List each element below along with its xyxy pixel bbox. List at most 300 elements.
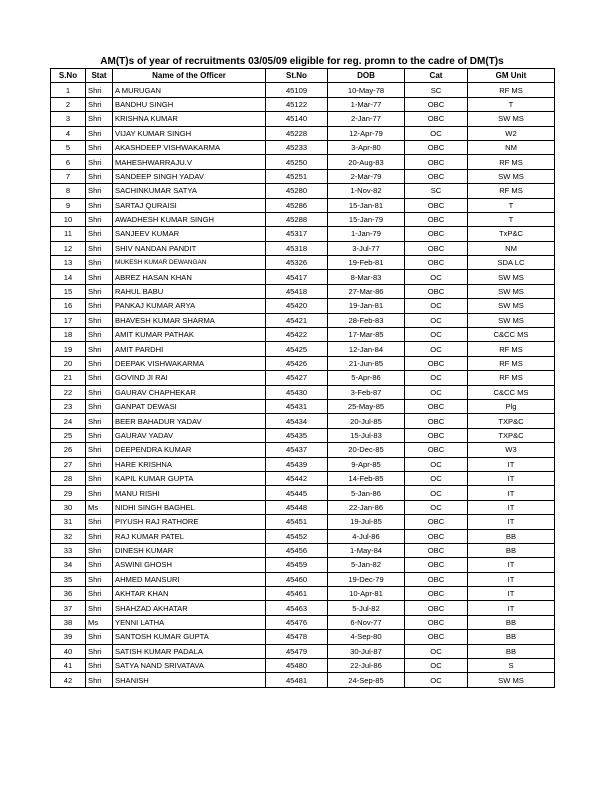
cell-stat: Shri bbox=[86, 299, 113, 313]
table-row bbox=[51, 457, 555, 471]
table-row bbox=[51, 227, 555, 241]
cell-gm-unit: NM bbox=[468, 241, 555, 255]
table-row bbox=[51, 313, 555, 327]
cell-stat: Shri bbox=[86, 471, 113, 485]
cell-dob: 1-May-84 bbox=[328, 543, 405, 557]
cell-cat: OBC bbox=[405, 241, 468, 255]
cell-name: SANDEEP SINGH YADAV bbox=[113, 169, 266, 183]
cell-stno: 45437 bbox=[266, 443, 328, 457]
cell-dob: 3-Jul-77 bbox=[328, 241, 405, 255]
cell-gm-unit: RF MS bbox=[468, 371, 555, 385]
cell-dob: 2-Mar-79 bbox=[328, 169, 405, 183]
cell-sno: 25 bbox=[51, 428, 86, 442]
cell-dob: 12-Apr-79 bbox=[328, 126, 405, 140]
cell-stno: 45461 bbox=[266, 587, 328, 601]
cell-name: BHAVESH KUMAR SHARMA bbox=[113, 313, 266, 327]
cell-stat: Shri bbox=[86, 184, 113, 198]
cell-name: MUKESH KUMAR DEWANGAN bbox=[113, 256, 266, 270]
table-row bbox=[51, 155, 555, 169]
cell-stno: 45452 bbox=[266, 529, 328, 543]
table-row bbox=[51, 299, 555, 313]
cell-dob: 27-Mar-86 bbox=[328, 284, 405, 298]
cell-name: PANKAJ KUMAR ARYA bbox=[113, 299, 266, 313]
table-row bbox=[51, 471, 555, 485]
cell-sno: 32 bbox=[51, 529, 86, 543]
cell-cat: OBC bbox=[405, 572, 468, 586]
cell-stat: Shri bbox=[86, 83, 113, 97]
cell-sno: 26 bbox=[51, 443, 86, 457]
cell-stat: Shri bbox=[86, 428, 113, 442]
cell-cat: OBC bbox=[405, 515, 468, 529]
cell-stno: 45426 bbox=[266, 356, 328, 370]
cell-name: RAHUL BABU bbox=[113, 284, 266, 298]
table-row bbox=[51, 486, 555, 500]
cell-dob: 10-May-78 bbox=[328, 83, 405, 97]
cell-sno: 14 bbox=[51, 270, 86, 284]
cell-stno: 45445 bbox=[266, 486, 328, 500]
cell-dob: 3-Apr-80 bbox=[328, 140, 405, 154]
cell-name: VIJAY KUMAR SINGH bbox=[113, 126, 266, 140]
cell-cat: OC bbox=[405, 371, 468, 385]
cell-stat: Shri bbox=[86, 644, 113, 658]
cell-cat: OC bbox=[405, 385, 468, 399]
cell-sno: 11 bbox=[51, 227, 86, 241]
cell-dob: 5-Jul-82 bbox=[328, 601, 405, 615]
cell-name: DINESH KUMAR bbox=[113, 543, 266, 557]
cell-stat: Shri bbox=[86, 371, 113, 385]
cell-sno: 9 bbox=[51, 198, 86, 212]
cell-name: SATISH KUMAR PADALA bbox=[113, 644, 266, 658]
cell-name: KRISHNA KUMAR bbox=[113, 112, 266, 126]
cell-stno: 45478 bbox=[266, 630, 328, 644]
cell-cat: OBC bbox=[405, 97, 468, 111]
table-row bbox=[51, 284, 555, 298]
cell-gm-unit: T bbox=[468, 97, 555, 111]
cell-cat: OC bbox=[405, 328, 468, 342]
table-row bbox=[51, 443, 555, 457]
cell-gm-unit: SW MS bbox=[468, 313, 555, 327]
cell-stat: Shri bbox=[86, 515, 113, 529]
cell-name: SHANISH bbox=[113, 673, 266, 687]
cell-dob: 19-Jul-85 bbox=[328, 515, 405, 529]
cell-stno: 45109 bbox=[266, 83, 328, 97]
cell-stno: 45420 bbox=[266, 299, 328, 313]
cell-dob: 24-Sep-85 bbox=[328, 673, 405, 687]
cell-dob: 19-Dec-79 bbox=[328, 572, 405, 586]
table-row bbox=[51, 529, 555, 543]
cell-cat: OBC bbox=[405, 399, 468, 413]
cell-stat: Shri bbox=[86, 328, 113, 342]
cell-cat: OC bbox=[405, 644, 468, 658]
table-row bbox=[51, 328, 555, 342]
cell-sno: 4 bbox=[51, 126, 86, 140]
cell-sno: 29 bbox=[51, 486, 86, 500]
cell-stno: 45439 bbox=[266, 457, 328, 471]
cell-stno: 45122 bbox=[266, 97, 328, 111]
cell-dob: 5-Apr-86 bbox=[328, 371, 405, 385]
cell-sno: 18 bbox=[51, 328, 86, 342]
cell-sno: 3 bbox=[51, 112, 86, 126]
cell-name: YENNI LATHA bbox=[113, 615, 266, 629]
cell-dob: 4-Jul-86 bbox=[328, 529, 405, 543]
cell-name: DEEPAK VISHWAKARMA bbox=[113, 356, 266, 370]
cell-dob: 19-Feb-81 bbox=[328, 256, 405, 270]
cell-stat: Shri bbox=[86, 558, 113, 572]
cell-stat: Shri bbox=[86, 572, 113, 586]
cell-gm-unit: RF MS bbox=[468, 83, 555, 97]
cell-gm-unit: BB bbox=[468, 529, 555, 543]
cell-dob: 22-Jul-86 bbox=[328, 659, 405, 673]
cell-name: BEER BAHADUR YADAV bbox=[113, 414, 266, 428]
cell-sno: 8 bbox=[51, 184, 86, 198]
cell-sno: 31 bbox=[51, 515, 86, 529]
cell-dob: 15-Jul-83 bbox=[328, 428, 405, 442]
cell-cat: OC bbox=[405, 313, 468, 327]
table-row bbox=[51, 140, 555, 154]
cell-sno: 33 bbox=[51, 543, 86, 557]
cell-dob: 2-Jan-77 bbox=[328, 112, 405, 126]
cell-sno: 37 bbox=[51, 601, 86, 615]
cell-dob: 3-Feb-87 bbox=[328, 385, 405, 399]
cell-gm-unit: W2 bbox=[468, 126, 555, 140]
table-row bbox=[51, 97, 555, 111]
cell-sno: 38 bbox=[51, 615, 86, 629]
cell-stno: 45427 bbox=[266, 371, 328, 385]
table-row bbox=[51, 601, 555, 615]
cell-dob: 19-Jan-81 bbox=[328, 299, 405, 313]
table-row bbox=[51, 126, 555, 140]
cell-sno: 16 bbox=[51, 299, 86, 313]
cell-sno: 36 bbox=[51, 587, 86, 601]
cell-gm-unit: Plg bbox=[468, 399, 555, 413]
cell-stat: Shri bbox=[86, 414, 113, 428]
cell-name: SHAHZAD AKHATAR bbox=[113, 601, 266, 615]
table-row bbox=[51, 644, 555, 658]
cell-stat: Shri bbox=[86, 256, 113, 270]
cell-sno: 23 bbox=[51, 399, 86, 413]
cell-gm-unit: SDA LC bbox=[468, 256, 555, 270]
cell-sno: 21 bbox=[51, 371, 86, 385]
cell-gm-unit: SW MS bbox=[468, 284, 555, 298]
cell-dob: 1-Jan-79 bbox=[328, 227, 405, 241]
table-header-row bbox=[51, 69, 555, 83]
cell-stno: 45317 bbox=[266, 227, 328, 241]
cell-stno: 45318 bbox=[266, 241, 328, 255]
cell-dob: 14-Feb-85 bbox=[328, 471, 405, 485]
cell-name: SHIV NANDAN PANDIT bbox=[113, 241, 266, 255]
cell-sno: 41 bbox=[51, 659, 86, 673]
cell-cat: OBC bbox=[405, 112, 468, 126]
cell-dob: 21-Jun-85 bbox=[328, 356, 405, 370]
cell-stno: 45460 bbox=[266, 572, 328, 586]
cell-stat: Shri bbox=[86, 529, 113, 543]
cell-stno: 45251 bbox=[266, 169, 328, 183]
cell-name: DEEPENDRA KUMAR bbox=[113, 443, 266, 457]
cell-cat: SC bbox=[405, 83, 468, 97]
cell-sno: 15 bbox=[51, 284, 86, 298]
header-stat: Stat bbox=[86, 69, 113, 83]
cell-dob: 12-Jan-84 bbox=[328, 342, 405, 356]
cell-stat: Shri bbox=[86, 227, 113, 241]
cell-cat: OBC bbox=[405, 529, 468, 543]
cell-cat: OBC bbox=[405, 356, 468, 370]
header-sno: S.No bbox=[51, 69, 86, 83]
cell-sno: 24 bbox=[51, 414, 86, 428]
cell-cat: OC bbox=[405, 486, 468, 500]
cell-name: GOVIND JI RAI bbox=[113, 371, 266, 385]
cell-gm-unit: IT bbox=[468, 515, 555, 529]
cell-stno: 45481 bbox=[266, 673, 328, 687]
cell-stno: 45250 bbox=[266, 155, 328, 169]
cell-stno: 45476 bbox=[266, 615, 328, 629]
table-row bbox=[51, 414, 555, 428]
cell-stat: Shri bbox=[86, 385, 113, 399]
cell-gm-unit: SW MS bbox=[468, 673, 555, 687]
cell-gm-unit: IT bbox=[468, 587, 555, 601]
cell-name: MAHESHWARRAJU.V bbox=[113, 155, 266, 169]
cell-cat: OBC bbox=[405, 428, 468, 442]
table-row bbox=[51, 385, 555, 399]
header-cat: Cat bbox=[405, 69, 468, 83]
cell-stno: 45233 bbox=[266, 140, 328, 154]
cell-stat: Shri bbox=[86, 543, 113, 557]
table-body bbox=[51, 83, 555, 687]
cell-stat: Shri bbox=[86, 313, 113, 327]
officers-table bbox=[50, 68, 555, 688]
cell-name: GANPAT DEWASI bbox=[113, 399, 266, 413]
cell-dob: 25-May-85 bbox=[328, 399, 405, 413]
cell-cat: OBC bbox=[405, 140, 468, 154]
cell-gm-unit: RF MS bbox=[468, 184, 555, 198]
table-row bbox=[51, 515, 555, 529]
cell-sno: 39 bbox=[51, 630, 86, 644]
cell-name: ABREZ HASAN KHAN bbox=[113, 270, 266, 284]
cell-name: AMIT PARDHI bbox=[113, 342, 266, 356]
header-dob: DOB bbox=[328, 69, 405, 83]
cell-name: AMIT KUMAR PATHAK bbox=[113, 328, 266, 342]
cell-stno: 45326 bbox=[266, 256, 328, 270]
cell-stat: Shri bbox=[86, 673, 113, 687]
cell-stno: 45431 bbox=[266, 399, 328, 413]
cell-cat: OBC bbox=[405, 256, 468, 270]
cell-stno: 45448 bbox=[266, 500, 328, 514]
cell-sno: 13 bbox=[51, 256, 86, 270]
table-row bbox=[51, 184, 555, 198]
cell-cat: OC bbox=[405, 457, 468, 471]
cell-sno: 10 bbox=[51, 212, 86, 226]
cell-dob: 10-Apr-81 bbox=[328, 587, 405, 601]
cell-dob: 22-Jan-86 bbox=[328, 500, 405, 514]
cell-dob: 5-Jan-86 bbox=[328, 486, 405, 500]
cell-stat: Shri bbox=[86, 241, 113, 255]
cell-gm-unit: SW MS bbox=[468, 112, 555, 126]
cell-sno: 7 bbox=[51, 169, 86, 183]
cell-dob: 20-Aug-83 bbox=[328, 155, 405, 169]
cell-name: AWADHESH KUMAR SINGH bbox=[113, 212, 266, 226]
cell-gm-unit: W3 bbox=[468, 443, 555, 457]
cell-stat: Shri bbox=[86, 97, 113, 111]
cell-stat: Shri bbox=[86, 399, 113, 413]
cell-cat: OBC bbox=[405, 227, 468, 241]
cell-name: SACHINKUMAR SATYA bbox=[113, 184, 266, 198]
cell-gm-unit: IT bbox=[468, 558, 555, 572]
cell-cat: OC bbox=[405, 270, 468, 284]
table-row bbox=[51, 169, 555, 183]
cell-gm-unit: SW MS bbox=[468, 270, 555, 284]
cell-sno: 27 bbox=[51, 457, 86, 471]
cell-stno: 45456 bbox=[266, 543, 328, 557]
cell-stno: 45463 bbox=[266, 601, 328, 615]
table-row bbox=[51, 212, 555, 226]
cell-cat: OBC bbox=[405, 615, 468, 629]
table-row bbox=[51, 572, 555, 586]
cell-dob: 20-Jul-85 bbox=[328, 414, 405, 428]
cell-stat: Ms bbox=[86, 500, 113, 514]
cell-stat: Shri bbox=[86, 126, 113, 140]
cell-dob: 1-Nov-82 bbox=[328, 184, 405, 198]
cell-stat: Shri bbox=[86, 198, 113, 212]
cell-sno: 6 bbox=[51, 155, 86, 169]
cell-gm-unit: IT bbox=[468, 471, 555, 485]
cell-stat: Ms bbox=[86, 615, 113, 629]
table-row bbox=[51, 428, 555, 442]
cell-dob: 20-Dec-85 bbox=[328, 443, 405, 457]
cell-stno: 45418 bbox=[266, 284, 328, 298]
cell-gm-unit: SW MS bbox=[468, 299, 555, 313]
cell-stno: 45422 bbox=[266, 328, 328, 342]
cell-sno: 20 bbox=[51, 356, 86, 370]
cell-cat: OBC bbox=[405, 558, 468, 572]
cell-name: AHMED MANSURI bbox=[113, 572, 266, 586]
cell-cat: OBC bbox=[405, 630, 468, 644]
cell-stno: 45435 bbox=[266, 428, 328, 442]
cell-stat: Shri bbox=[86, 356, 113, 370]
cell-name: HARE KRISHNA bbox=[113, 457, 266, 471]
table-row bbox=[51, 558, 555, 572]
table-row bbox=[51, 659, 555, 673]
cell-name: GAURAV CHAPHEKAR bbox=[113, 385, 266, 399]
cell-cat: OC bbox=[405, 342, 468, 356]
cell-gm-unit: IT bbox=[468, 601, 555, 615]
cell-cat: OC bbox=[405, 299, 468, 313]
cell-stno: 45442 bbox=[266, 471, 328, 485]
cell-gm-unit: RF MS bbox=[468, 356, 555, 370]
cell-stno: 45434 bbox=[266, 414, 328, 428]
cell-sno: 34 bbox=[51, 558, 86, 572]
header-name: Name of the Officer bbox=[113, 69, 266, 83]
table-row bbox=[51, 543, 555, 557]
table-row bbox=[51, 342, 555, 356]
cell-sno: 22 bbox=[51, 385, 86, 399]
cell-stno: 45479 bbox=[266, 644, 328, 658]
cell-dob: 9-Apr-85 bbox=[328, 457, 405, 471]
cell-stat: Shri bbox=[86, 443, 113, 457]
cell-sno: 40 bbox=[51, 644, 86, 658]
table-row bbox=[51, 356, 555, 370]
cell-name: MANU RISHI bbox=[113, 486, 266, 500]
cell-sno: 19 bbox=[51, 342, 86, 356]
cell-cat: OBC bbox=[405, 414, 468, 428]
cell-stno: 45451 bbox=[266, 515, 328, 529]
cell-gm-unit: BB bbox=[468, 615, 555, 629]
cell-cat: OC bbox=[405, 659, 468, 673]
cell-sno: 1 bbox=[51, 83, 86, 97]
cell-name: AKHTAR KHAN bbox=[113, 587, 266, 601]
cell-gm-unit: SW MS bbox=[468, 169, 555, 183]
table-row bbox=[51, 630, 555, 644]
cell-gm-unit: TxP&C bbox=[468, 227, 555, 241]
cell-dob: 28-Feb-83 bbox=[328, 313, 405, 327]
cell-stat: Shri bbox=[86, 270, 113, 284]
table-row bbox=[51, 256, 555, 270]
cell-gm-unit: NM bbox=[468, 140, 555, 154]
table-row bbox=[51, 673, 555, 687]
cell-name: SATYA NAND SRIVATAVA bbox=[113, 659, 266, 673]
cell-gm-unit: IT bbox=[468, 457, 555, 471]
table-row bbox=[51, 587, 555, 601]
cell-gm-unit: T bbox=[468, 198, 555, 212]
cell-stno: 45280 bbox=[266, 184, 328, 198]
cell-name: ASWINI GHOSH bbox=[113, 558, 266, 572]
table-row bbox=[51, 270, 555, 284]
cell-sno: 28 bbox=[51, 471, 86, 485]
cell-stno: 45459 bbox=[266, 558, 328, 572]
cell-gm-unit: BB bbox=[468, 630, 555, 644]
cell-name: SANJEEV KUMAR bbox=[113, 227, 266, 241]
cell-stno: 45140 bbox=[266, 112, 328, 126]
cell-dob: 4-Sep-80 bbox=[328, 630, 405, 644]
cell-stno: 45228 bbox=[266, 126, 328, 140]
cell-gm-unit: T bbox=[468, 212, 555, 226]
cell-gm-unit: RF MS bbox=[468, 342, 555, 356]
cell-stat: Shri bbox=[86, 112, 113, 126]
cell-name: SARTAJ QURAISI bbox=[113, 198, 266, 212]
cell-cat: OC bbox=[405, 673, 468, 687]
cell-stat: Shri bbox=[86, 284, 113, 298]
cell-stat: Shri bbox=[86, 587, 113, 601]
header-stno: St.No bbox=[266, 69, 328, 83]
table-row bbox=[51, 112, 555, 126]
cell-name: BANDHU SINGH bbox=[113, 97, 266, 111]
cell-name: AKASHDEEP VISHWAKARMA bbox=[113, 140, 266, 154]
table-row bbox=[51, 198, 555, 212]
cell-gm-unit: IT bbox=[468, 486, 555, 500]
cell-dob: 8-Mar-83 bbox=[328, 270, 405, 284]
cell-sno: 5 bbox=[51, 140, 86, 154]
cell-cat: OBC bbox=[405, 601, 468, 615]
cell-stat: Shri bbox=[86, 659, 113, 673]
cell-dob: 15-Jan-79 bbox=[328, 212, 405, 226]
page-title: AM(T)s of year of recruitments 03/05/09 eligible for reg. promn to the cadre of DM(T)s bbox=[100, 56, 504, 67]
cell-sno: 30 bbox=[51, 500, 86, 514]
cell-stno: 45430 bbox=[266, 385, 328, 399]
cell-stat: Shri bbox=[86, 630, 113, 644]
table-row bbox=[51, 500, 555, 514]
cell-dob: 6-Nov-77 bbox=[328, 615, 405, 629]
cell-dob: 1-Mar-77 bbox=[328, 97, 405, 111]
cell-cat: OC bbox=[405, 126, 468, 140]
cell-gm-unit: IT bbox=[468, 572, 555, 586]
table-row bbox=[51, 83, 555, 97]
cell-name: PIYUSH RAJ RATHORE bbox=[113, 515, 266, 529]
cell-gm-unit: C&CC MS bbox=[468, 385, 555, 399]
cell-stno: 45480 bbox=[266, 659, 328, 673]
cell-cat: OBC bbox=[405, 169, 468, 183]
cell-stno: 45421 bbox=[266, 313, 328, 327]
cell-name: GAURAV YADAV bbox=[113, 428, 266, 442]
cell-name: A MURUGAN bbox=[113, 83, 266, 97]
cell-gm-unit: BB bbox=[468, 644, 555, 658]
